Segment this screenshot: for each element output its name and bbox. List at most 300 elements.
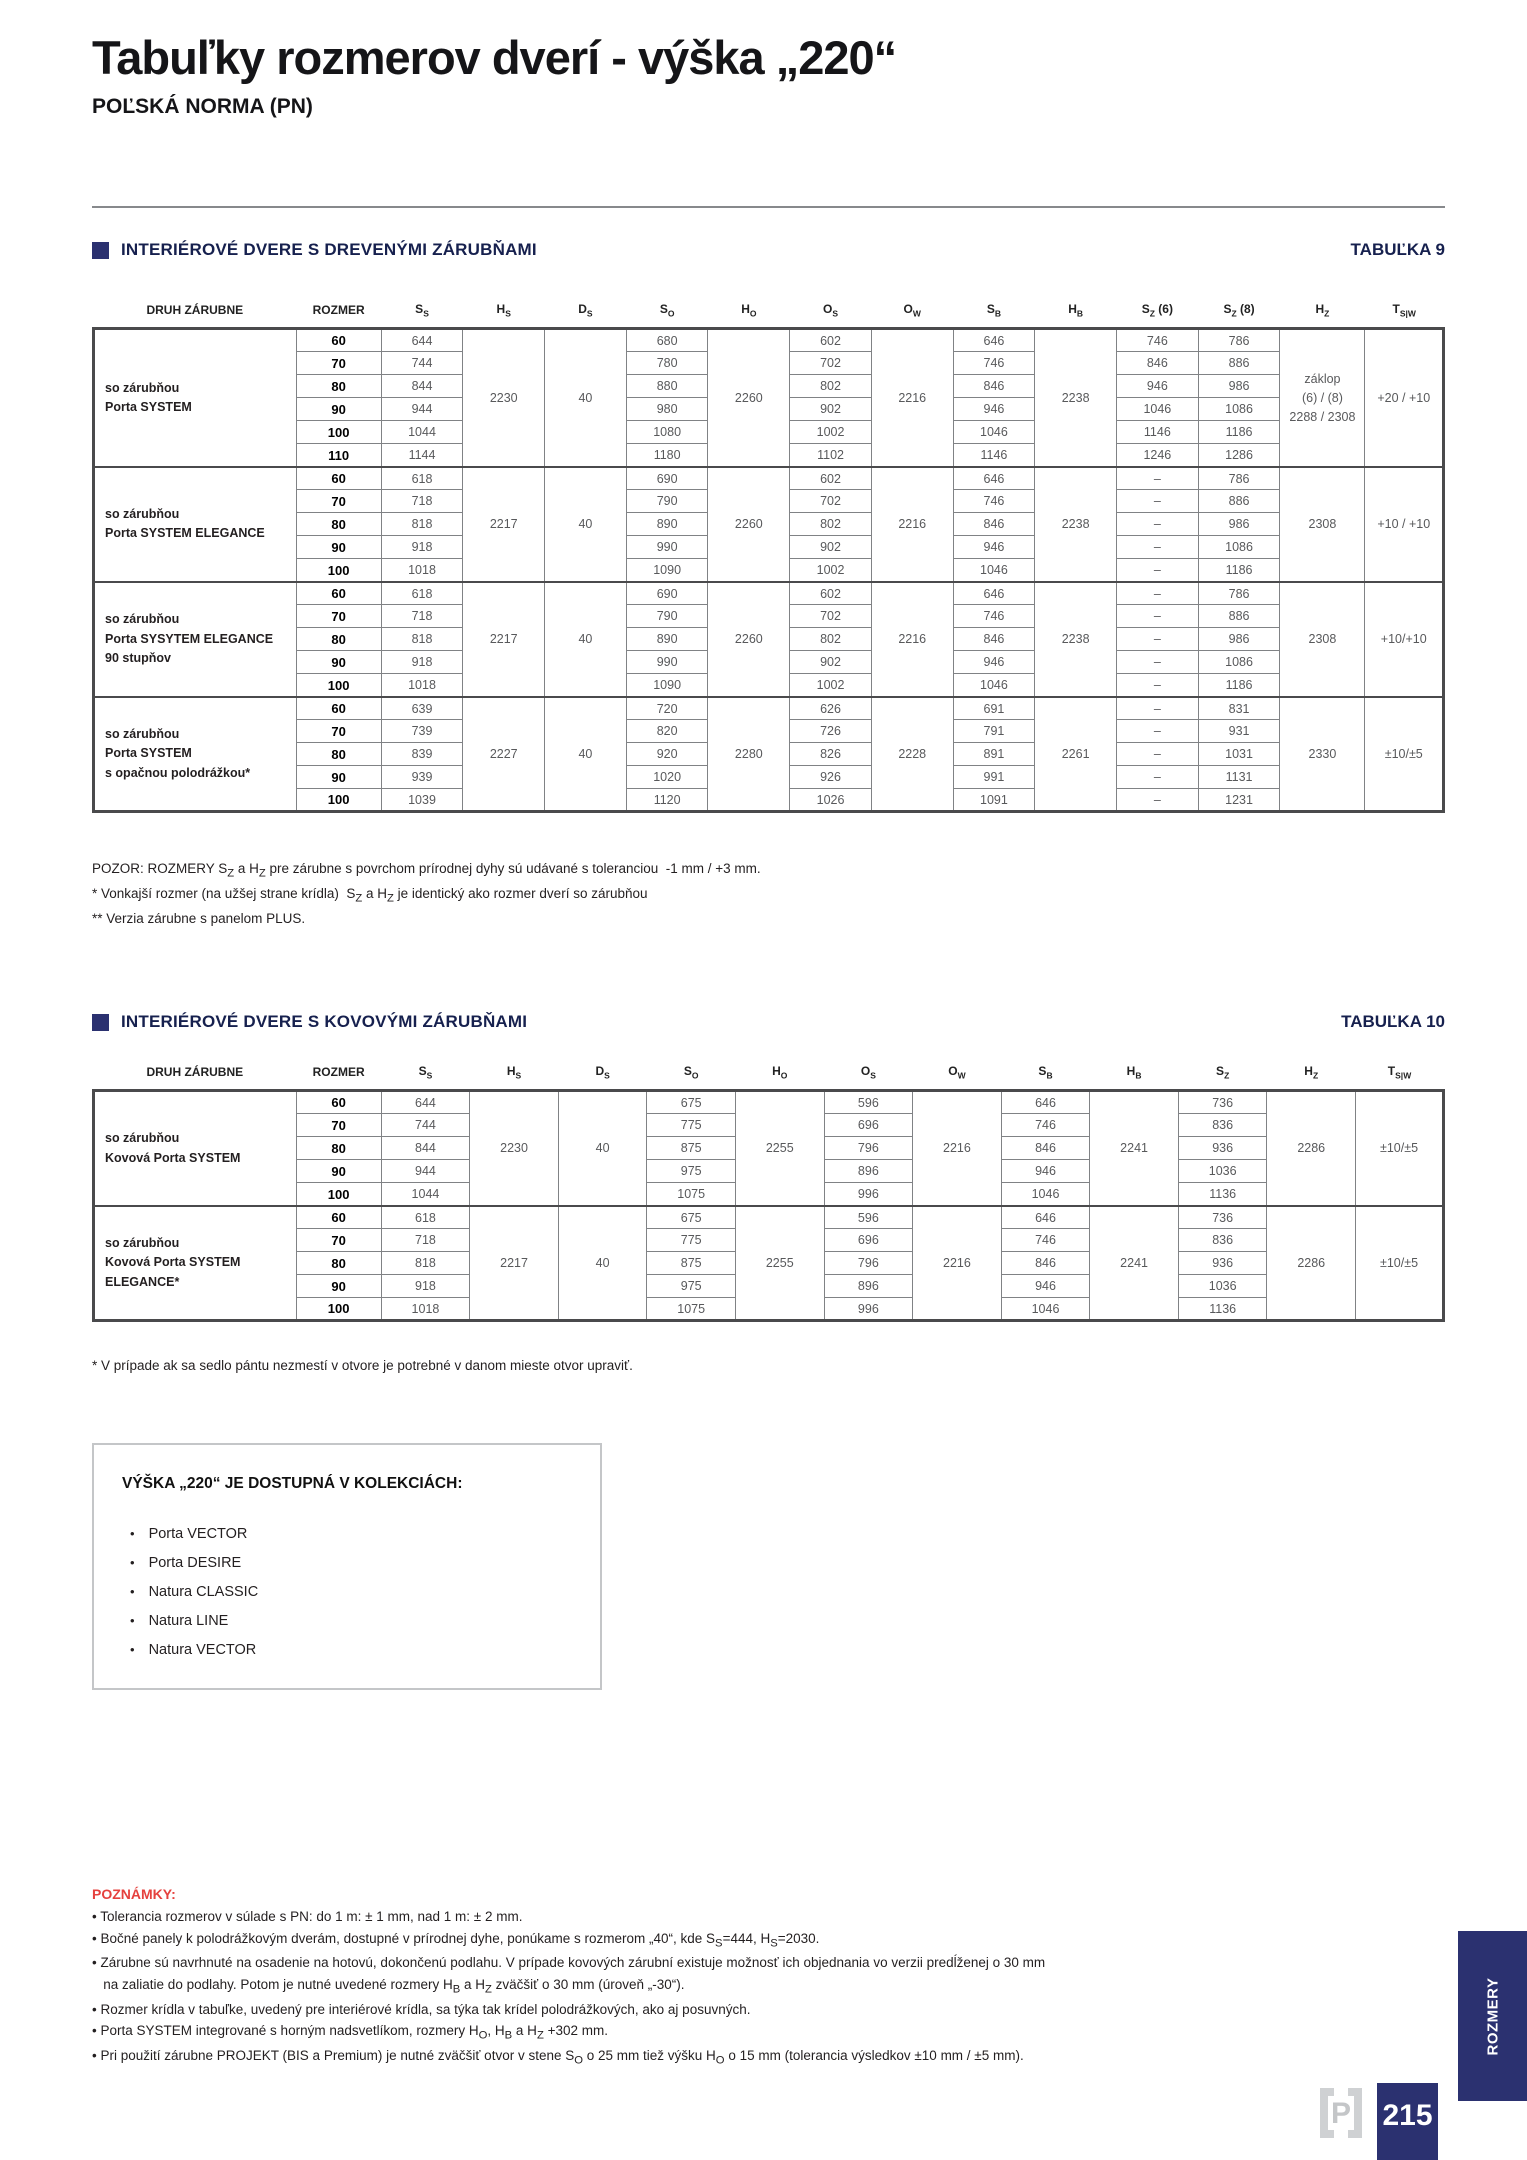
footnote-line: • Bočné panely k polodrážkovým dverám, dostupné v prírodnej dyhe, ponúkame s rozmerom „40“, kde $S_S=444$, $H_S=2030$. [92,1930,820,1950]
rozmer-cell: 70 [296,490,381,513]
value-cell: 936 [1178,1137,1267,1160]
section-header-wooden-frames [92,240,1445,260]
value-cell: 718 [381,1229,470,1252]
column-header: ROZMER [312,303,365,318]
value-cell: 936 [1178,1252,1267,1275]
value-cell: 996 [824,1298,913,1321]
footnote-line: • Tolerancia rozmerov v súlade s PN: do 1 m: ± 1 mm, nad 1 m: ± 2 mm. [92,1909,523,1924]
merged-value-cell: 2238 [1035,329,1117,467]
frame-type-cell: so zárubňou Porta SYSYTEM ELEGANCE 90 stupňov [94,582,297,697]
rozmer-cell: 60 [296,1091,381,1114]
merged-value-cell: ±10/±5 [1365,697,1444,812]
value-cell: 991 [953,766,1035,789]
merged-value-cell: 2216 [913,1091,1002,1206]
value-cell: 944 [381,1160,470,1183]
metal-frames-table [92,1058,1445,1322]
value-cell: 939 [381,766,463,789]
value-cell: 1031 [1198,743,1280,766]
rozmer-cell: 100 [296,1183,381,1206]
value-cell: – [1117,582,1199,605]
merged-value-cell: 2228 [871,697,953,812]
value-cell: 1131 [1198,766,1280,789]
value-cell: 1090 [626,559,708,582]
value-cell: – [1117,559,1199,582]
value-cell: – [1117,628,1199,651]
value-cell: 744 [381,352,463,375]
value-cell: 702 [790,605,872,628]
value-cell: 736 [1178,1091,1267,1114]
rozmer-cell: 90 [296,1160,381,1183]
collection-list-item: • Natura CLASSIC [122,1577,572,1606]
collection-list-item: • Porta DESIRE [122,1548,572,1577]
table10-note: * V prípade ak sa sedlo pántu nezmestí v otvore je potrebné v danom mieste otvor upraviť. [92,1358,633,1373]
value-cell: 836 [1178,1114,1267,1137]
rozmer-cell: 90 [296,766,381,789]
merged-value-cell: 2286 [1267,1206,1356,1321]
page-number-badge: 215 [1377,2083,1438,2160]
value-cell: 1186 [1198,559,1280,582]
value-cell: 980 [626,398,708,421]
rozmer-cell: 80 [296,743,381,766]
merged-value-cell: 2230 [463,329,545,467]
value-cell: 696 [824,1114,913,1137]
value-cell: 675 [647,1206,736,1229]
collections-box [92,1443,602,1690]
rozmer-cell: 60 [296,697,381,720]
value-cell: – [1117,490,1199,513]
value-cell: 1046 [953,674,1035,697]
value-cell: 718 [381,490,463,513]
side-tab-label: ROZMERY [1484,1977,1502,2055]
value-cell: 918 [381,651,463,674]
column-header: $O_W$ [948,1064,966,1081]
value-cell: 786 [1198,582,1280,605]
value-cell: 880 [626,375,708,398]
merged-value-cell: 2217 [463,467,545,582]
merged-value-cell: 40 [545,329,627,467]
porta-logo-icon [1318,2086,1364,2140]
column-header: $H_B$ [1068,302,1084,319]
column-header: $T_{S|W}$ [1392,302,1416,319]
value-cell: 986 [1198,628,1280,651]
header-row [94,1058,1444,1091]
value-cell: 796 [824,1137,913,1160]
column-header: $D_S$ [595,1064,610,1081]
value-cell: 846 [1117,352,1199,375]
merged-value-cell: 40 [558,1091,647,1206]
value-cell: 790 [626,605,708,628]
frame-type-cell: so zárubňou Kovová Porta SYSTEM ELEGANCE* [94,1206,297,1321]
value-cell: 1075 [647,1298,736,1321]
column-header: $H_S$ [496,302,511,319]
footnote-line: • Rozmer krídla v tabuľke, uvedený pre interiérové krídla, sa týka tak krídel polodrážkových, ako aj posuvných. [92,2001,751,2017]
merged-value-cell: 2255 [735,1206,824,1321]
value-cell: 1002 [790,559,872,582]
value-cell: 1136 [1178,1183,1267,1206]
page-subtitle: POĽSKÁ NORMA (PN) [92,95,313,118]
value-cell: 896 [824,1275,913,1298]
value-cell: 775 [647,1229,736,1252]
value-cell: 1091 [953,789,1035,812]
rozmer-cell: 90 [296,536,381,559]
value-cell: 946 [1117,375,1199,398]
value-cell: 1146 [953,444,1035,467]
rozmer-cell: 70 [296,1114,381,1137]
rozmer-cell: 110 [296,444,381,467]
value-cell: 946 [1001,1275,1090,1298]
rozmer-cell: 90 [296,651,381,674]
value-cell: 946 [953,398,1035,421]
value-cell: 836 [1178,1229,1267,1252]
table-row [94,1206,1444,1229]
value-cell: 990 [626,536,708,559]
value-cell: 675 [647,1091,736,1114]
value-cell: – [1117,651,1199,674]
column-header: $S_B$ [1038,1064,1053,1081]
value-cell: 646 [1001,1091,1090,1114]
column-header: $H_S$ [506,1064,522,1081]
value-cell: 1044 [381,421,463,444]
footnote-line: • Zárubne sú navrhnuté na osadenie na hotovú, dokončenú podlahu. V prípade kovových zárubní existuje možnosť ich objednania vo verzii predĺženej o 30 mm [92,1955,1046,1971]
footnote-line: na zaliatie do podlahy. Potom je nutné uvedené rozmery $H_B$ a $H_Z$ zväčšiť o 30 mm (úroveň „-30“). [92,1976,685,1996]
value-cell: 1086 [1198,398,1280,421]
table-label: TABUĽKA 10 [1341,1012,1445,1031]
value-cell: 646 [953,467,1035,490]
rozmer-cell: 100 [296,559,381,582]
value-cell: 1186 [1198,674,1280,697]
rozmer-cell: 60 [296,582,381,605]
merged-value-cell: 2217 [470,1206,559,1321]
column-header: $S_Z$ [1216,1064,1230,1081]
value-cell: 739 [381,720,463,743]
value-cell: 726 [790,720,872,743]
merged-value-cell: 2216 [871,329,953,467]
merged-value-cell: záklop (6) / (8) 2288 / 2308 [1280,329,1365,467]
column-header: $S_Z$ (8) [1223,302,1255,319]
value-cell: 746 [1001,1229,1090,1252]
column-header: $H_O$ [741,302,757,319]
value-cell: 846 [1001,1137,1090,1160]
footnote-line: • Pri použití zárubne PROJEKT (BIS a Premium) je nutné zväčšiť otvor v stene $S_O$ o 25 mm tiež výšku $H_O$ o 15 mm (tolerancia výsledkov ±10 mm / ±5 mm). [92,2047,1024,2067]
merged-value-cell: 2280 [708,697,790,812]
value-cell: 596 [824,1206,913,1229]
column-header: $S_Z$ (6) [1141,302,1173,319]
value-cell: 602 [790,582,872,605]
table-label: TABUĽKA 9 [1350,240,1445,259]
footnotes-section [92,1886,1392,2070]
rozmer-cell: 70 [296,720,381,743]
frame-type-cell: so zárubňou Porta SYSTEM [94,329,297,467]
value-cell: 1018 [381,559,463,582]
value-cell: 746 [953,352,1035,375]
table-row [94,1091,1444,1114]
value-cell: 1002 [790,674,872,697]
value-cell: 1018 [381,674,463,697]
table9-note-line: ** Verzia zárubne s panelom PLUS. [92,910,306,926]
value-cell: 844 [381,1137,470,1160]
merged-value-cell: 40 [545,582,627,697]
value-cell: 831 [1198,697,1280,720]
value-cell: 902 [790,398,872,421]
value-cell: 702 [790,490,872,513]
rozmer-cell: 70 [296,1229,381,1252]
value-cell: 902 [790,651,872,674]
value-cell: 926 [790,766,872,789]
value-cell: 802 [790,513,872,536]
value-cell: 618 [381,582,463,605]
value-cell: 618 [381,1206,470,1229]
value-cell: 975 [647,1275,736,1298]
merged-value-cell: +10/+10 [1365,582,1444,697]
value-cell: 1039 [381,789,463,812]
wooden-frames-table [92,296,1445,813]
value-cell: 990 [626,651,708,674]
value-cell: 1080 [626,421,708,444]
value-cell: 1046 [953,421,1035,444]
column-header: ROZMER [312,1065,365,1080]
collection-list-item: • Natura VECTOR [122,1635,572,1664]
value-cell: 680 [626,329,708,352]
value-cell: 918 [381,1275,470,1298]
value-cell: 1018 [381,1298,470,1321]
value-cell: 1144 [381,444,463,467]
table-row [94,582,1444,605]
svg-text:P: P [1330,2097,1352,2130]
rozmer-cell: 60 [296,467,381,490]
column-header: $H_O$ [772,1064,788,1081]
value-cell: 646 [1001,1206,1090,1229]
value-cell: 946 [953,651,1035,674]
value-cell: 691 [953,697,1035,720]
section-title: INTERIÉROVÉ DVERE S DREVENÝMI ZÁRUBŇAMI [121,240,537,259]
value-cell: 746 [1001,1114,1090,1137]
footnotes-title: POZNÁMKY: [92,1886,176,1902]
merged-value-cell: 2217 [463,582,545,697]
rozmer-cell: 90 [296,398,381,421]
rozmer-cell: 80 [296,513,381,536]
merged-value-cell: 2308 [1280,467,1365,582]
value-cell: 1102 [790,444,872,467]
merged-value-cell: 2227 [463,697,545,812]
value-cell: 1026 [790,789,872,812]
value-cell: 618 [381,467,463,490]
value-cell: 896 [824,1160,913,1183]
merged-value-cell: 2330 [1280,697,1365,812]
column-header: DRUH ZÁRUBNE [146,303,244,318]
column-header: $H_Z$ [1315,302,1330,319]
value-cell: 1231 [1198,789,1280,812]
rozmer-cell: 100 [296,1298,381,1321]
value-cell: 1180 [626,444,708,467]
merged-value-cell: 2238 [1035,467,1117,582]
value-cell: 720 [626,697,708,720]
merged-value-cell: 2286 [1267,1091,1356,1206]
value-cell: 846 [953,375,1035,398]
value-cell: 875 [647,1252,736,1275]
column-header: $O_S$ [860,1064,876,1081]
table9-note-line: * Vonkajší rozmer (na užšej strane krídla) $S_Z$ a $H_Z$ je identický ako rozmer dverí so zárubňou [92,885,648,905]
column-header: $S_S$ [415,302,429,319]
value-cell: 775 [647,1114,736,1137]
value-cell: 1046 [1001,1183,1090,1206]
section-header-metal-frames [92,1012,1445,1032]
value-cell: – [1117,743,1199,766]
value-cell: 886 [1198,352,1280,375]
title-block [92,30,896,119]
value-cell: 1120 [626,789,708,812]
value-cell: – [1117,674,1199,697]
rozmer-cell: 70 [296,352,381,375]
value-cell: 1044 [381,1183,470,1206]
column-header: $D_S$ [578,302,593,319]
value-cell: 1186 [1198,421,1280,444]
value-cell: 1086 [1198,651,1280,674]
value-cell: 602 [790,467,872,490]
value-cell: 791 [953,720,1035,743]
column-header: $H_B$ [1126,1064,1142,1081]
value-cell: 1286 [1198,444,1280,467]
value-cell: 891 [953,743,1035,766]
horizontal-divider [92,206,1445,208]
merged-value-cell: 40 [545,697,627,812]
value-cell: 786 [1198,329,1280,352]
value-cell: 702 [790,352,872,375]
value-cell: 1020 [626,766,708,789]
value-cell: 1146 [1117,421,1199,444]
value-cell: 1002 [790,421,872,444]
value-cell: 596 [824,1091,913,1114]
value-cell: 944 [381,398,463,421]
value-cell: – [1117,766,1199,789]
merged-value-cell: 2260 [708,329,790,467]
header-row [94,296,1444,329]
value-cell: 931 [1198,720,1280,743]
value-cell: – [1117,605,1199,628]
value-cell: 786 [1198,467,1280,490]
metal-frames-table-wrap [92,1058,1445,1322]
merged-value-cell: 2260 [708,582,790,697]
value-cell: 902 [790,536,872,559]
rozmer-cell: 100 [296,421,381,444]
value-cell: 1086 [1198,536,1280,559]
value-cell: 690 [626,467,708,490]
value-cell: – [1117,536,1199,559]
section-marker-square [92,1014,109,1031]
merged-value-cell: 2260 [708,467,790,582]
merged-value-cell: ±10/±5 [1356,1206,1444,1321]
merged-value-cell: 2255 [735,1091,824,1206]
value-cell: 1090 [626,674,708,697]
section-marker-square [92,242,109,259]
value-cell: 744 [381,1114,470,1137]
value-cell: 1136 [1178,1298,1267,1321]
value-cell: 1036 [1178,1160,1267,1183]
value-cell: 718 [381,605,463,628]
rozmer-cell: 60 [296,329,381,352]
value-cell: – [1117,513,1199,536]
wooden-frames-table-wrap [92,296,1445,813]
merged-value-cell: ±10/±5 [1356,1091,1444,1206]
rozmer-cell: 90 [296,1275,381,1298]
value-cell: 736 [1178,1206,1267,1229]
frame-type-cell: so zárubňou Porta SYSTEM ELEGANCE [94,467,297,582]
value-cell: 696 [824,1229,913,1252]
value-cell: 820 [626,720,708,743]
value-cell: 746 [1117,329,1199,352]
rozmer-cell: 80 [296,628,381,651]
column-header: $S_O$ [659,302,675,319]
column-header: $O_S$ [823,302,839,319]
merged-value-cell: 40 [545,467,627,582]
column-header: DRUH ZÁRUBNE [146,1065,244,1080]
value-cell: 1036 [1178,1275,1267,1298]
value-cell: 890 [626,513,708,536]
collections-box-title: VÝŠKA „220“ JE DOSTUPNÁ V KOLEKCIÁCH: [122,1475,463,1492]
value-cell: 846 [953,628,1035,651]
value-cell: 639 [381,697,463,720]
value-cell: 690 [626,582,708,605]
value-cell: 790 [626,490,708,513]
value-cell: 918 [381,536,463,559]
value-cell: 646 [953,582,1035,605]
column-header: $T_{S|W}$ [1387,1064,1412,1081]
table9-notes [92,858,761,930]
value-cell: 986 [1198,375,1280,398]
column-header: $S_S$ [418,1064,433,1081]
value-cell: 802 [790,375,872,398]
value-cell: 1046 [1117,398,1199,421]
rozmery-side-tab [1458,1931,1527,2101]
value-cell: – [1117,697,1199,720]
merged-value-cell: 2261 [1035,697,1117,812]
merged-value-cell: 2308 [1280,582,1365,697]
value-cell: 1246 [1117,444,1199,467]
value-cell: 920 [626,743,708,766]
rozmer-cell: 80 [296,1252,381,1275]
merged-value-cell: +20 / +10 [1365,329,1444,467]
merged-value-cell: 2216 [871,582,953,697]
value-cell: 818 [381,628,463,651]
value-cell: 818 [381,513,463,536]
frame-type-cell: so zárubňou Porta SYSTEM s opačnou polodrážkou* [94,697,297,812]
table9-note-line: POZOR: ROZMERY $S_Z$ a $H_Z$ pre zárubne s povrchom prírodnej dyhy sú udávané s toleranciou -1 mm / +3 mm. [92,861,761,880]
value-cell: 890 [626,628,708,651]
frame-type-cell: so zárubňou Kovová Porta SYSTEM [94,1091,297,1206]
value-cell: 780 [626,352,708,375]
value-cell: 846 [953,513,1035,536]
merged-value-cell: 40 [558,1206,647,1321]
value-cell: 886 [1198,490,1280,513]
value-cell: 826 [790,743,872,766]
column-header: $S_O$ [683,1064,699,1081]
value-cell: 846 [1001,1252,1090,1275]
value-cell: 886 [1198,605,1280,628]
value-cell: 946 [953,536,1035,559]
value-cell: 844 [381,375,463,398]
value-cell: – [1117,720,1199,743]
section-title: INTERIÉROVÉ DVERE S KOVOVÝMI ZÁRUBŇAMI [121,1012,528,1031]
value-cell: 1046 [953,559,1035,582]
value-cell: 644 [381,1091,470,1114]
value-cell: 802 [790,628,872,651]
merged-value-cell: 2238 [1035,582,1117,697]
merged-value-cell: 2241 [1090,1091,1179,1206]
value-cell: 746 [953,490,1035,513]
value-cell: 996 [824,1183,913,1206]
table-row [94,697,1444,720]
value-cell: 975 [647,1160,736,1183]
table-row [94,329,1444,352]
